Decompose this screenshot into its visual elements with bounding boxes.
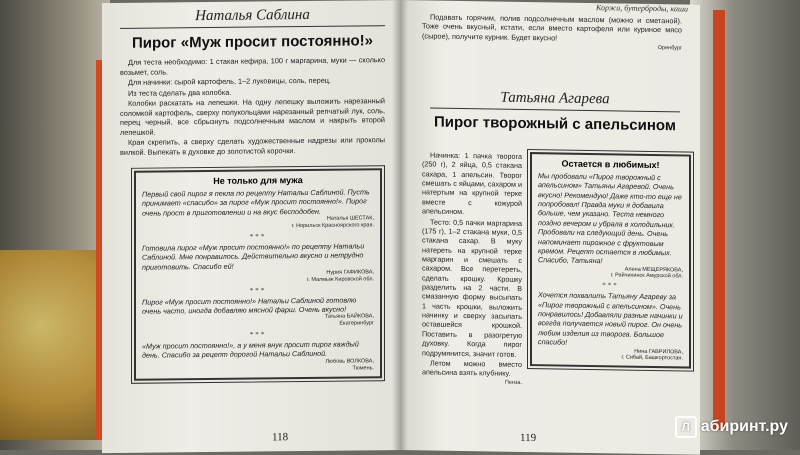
labirint-logo-icon: Л bbox=[675, 416, 697, 438]
left-author-rule bbox=[120, 25, 385, 29]
review-place: Тюмень. bbox=[352, 364, 374, 372]
left-recipe-para: Края скрепить, а сверху сделать художественные надрезы или проколы вилкой. Выпекать в духовке до золотистой корочки. bbox=[120, 135, 385, 157]
right-recipe-para: Начинка: 1 пачка творога (250 г), 2 яйца, 0,5 стакана сахара, 1 апельсин. Творог смешать с яйцами, сахаром и натертым на крупной терке вместе с кожурой апельсином. bbox=[422, 150, 522, 217]
separator-stars: *** bbox=[602, 281, 619, 290]
review-place: Екатеринбург bbox=[339, 320, 374, 327]
left-page bbox=[102, 0, 400, 453]
right-page-number: 119 bbox=[520, 431, 537, 445]
review-author: Наталья ШЕСТАК, bbox=[326, 215, 374, 222]
left-recipe-title: Пирог «Муж просит постоянно!» bbox=[131, 32, 374, 52]
review-place: г. Сибай, Башкортостан. bbox=[621, 354, 683, 362]
separator-stars: *** bbox=[249, 330, 267, 339]
separator-stars: *** bbox=[249, 286, 267, 295]
background-right bbox=[690, 0, 800, 450]
right-recipe-para: Летом можно вместо апельсина взять клубнику. bbox=[422, 358, 522, 379]
review-place: г. Норильск Красноярского края. bbox=[291, 222, 374, 230]
review-place: г. Малмыж Кировской обл. bbox=[306, 276, 374, 283]
review-author: Нина ГАВРИЛОВА, bbox=[634, 348, 683, 355]
review-text: Хочется похвалить Татьяну Агареву за «Пирог творожный с апельсином». Очень понравилось! Добавляли разные начинки и всегда получается новый пирог. Он очень любим изделия из творога. Большое спасибо! bbox=[538, 290, 683, 347]
review-text: Первый свой пирог я пекла по рецепту Натальи Саблиной. Пусть принимает «спасибо» за пирог «Муж просит постоянно!». Пирог очень прост в приготовлении и на вкус бесподобен. bbox=[142, 187, 370, 218]
intro-sign: Оренбург bbox=[657, 45, 682, 52]
recipe-sign: Пенза. bbox=[504, 379, 522, 386]
left-recipe-para: Для теста необходимо: 1 стакан кефира, 100 г маргарина, муки — сколько возьмет, соль. bbox=[120, 55, 385, 77]
review-author: Алена МЕЩЕРЯКОВА, bbox=[624, 266, 683, 274]
review-text: Готовила пирог «Муж просит постоянно!» по рецепту Натальи Саблиной. Мне понравилось. Действительно вкусно и нетрудно приготовить. Спасибо ей! bbox=[142, 241, 365, 272]
left-recipe-para: Для начинки: сырой картофель, 1–2 луковицы, соль, перец. bbox=[128, 75, 331, 88]
right-recipe-text bbox=[422, 150, 522, 386]
book-cover-edge-right bbox=[713, 10, 725, 430]
review-place: г. Райчихинск Амурской обл. bbox=[610, 272, 683, 280]
right-intro-text bbox=[422, 12, 682, 52]
right-author: Татьяна Агарева bbox=[500, 89, 610, 108]
labirint-watermark bbox=[675, 416, 788, 438]
separator-stars: *** bbox=[249, 232, 267, 241]
right-recipe-title: Пирог творожный с апельсином bbox=[434, 113, 676, 135]
food-photo-cover bbox=[0, 250, 100, 440]
review-text: Мы пробовали «Пирог творожный с апельсином» Татьяны Агаревой. Очень вкусно! Рекомендую! Даже кто-то еще не попробовал! Правда муки я добавила больше, чем указано. Теста немного поздно вечером и убрала в холодильник. Пробовали на следующий день. Очень напоминает пирожное с фруктовым кремом. Рецепт остается в любимых. Спасибо, Татьяна! bbox=[538, 171, 682, 266]
review-author: Нурия ГАФИКОВА, bbox=[326, 269, 374, 276]
left-box-heading: Не только для мужа bbox=[213, 175, 303, 186]
right-page bbox=[400, 0, 700, 455]
review-text: Пирог «Муж просит постоянно!» Натальи Саблиной готовлю очень часто, иногда добавляю мясной фарш. Очень вкусно! bbox=[142, 295, 357, 316]
review-text: «Муж просит постоянно!», а у меня внук просит пирог каждый день. Спасибо за рецепт дорогой Натальи Саблиной. bbox=[142, 339, 359, 361]
left-recipe-para: Из теста сделать два колобка. bbox=[128, 87, 232, 98]
left-page-number: 118 bbox=[272, 431, 289, 444]
running-header: Коржи, бутерброды, каши bbox=[595, 3, 688, 14]
left-reviews-box bbox=[134, 168, 382, 380]
intro-para: Подавать горячим, полив подсолнечным маслом (можно и сметаной). Тоже очень вкусный, кстати, если вместо картофеля или куриное мясо (сырое), получите курник. Будет вкусно! bbox=[422, 12, 682, 43]
right-recipe-para: Тесто: 0,5 пачки маргарина (175 г), 1–2 стакана муки, 0,5 стакана сахар. В муку натереть на крупной терке маргарин и смешать с сахаром. Все перетереть, сделать крошку. Крошку разделить на 2 части. В смазанную форму высыпать 1 часть крошки, выложить начинку и сверху засыпать оставшейся крошкой. Поставить в разогретую духовку. Когда пирог подрумянится, значит готов. bbox=[422, 216, 522, 359]
left-recipe-para: Колобки раскатать на лепешки. На одну лепешку выложить нарезанный соломкой картофель, сверху полукольцами нарезанный репчатый лук, соль, перец черный, все сбрызнуть подсолнечным маслом и накрыть второй лепешкой. bbox=[120, 96, 385, 137]
review-author: Любовь ВОЛКОВА, bbox=[325, 358, 374, 365]
review-author: Татьяна БАЙКОВА, bbox=[324, 313, 374, 321]
right-reviews-box bbox=[530, 152, 691, 369]
right-box-heading: Остается в любимых! bbox=[561, 158, 660, 171]
watermark-text: абиринт.ру bbox=[700, 418, 788, 435]
left-author: Наталья Саблина bbox=[195, 6, 310, 25]
book-gutter bbox=[392, 0, 408, 450]
left-recipe-text bbox=[120, 55, 385, 157]
